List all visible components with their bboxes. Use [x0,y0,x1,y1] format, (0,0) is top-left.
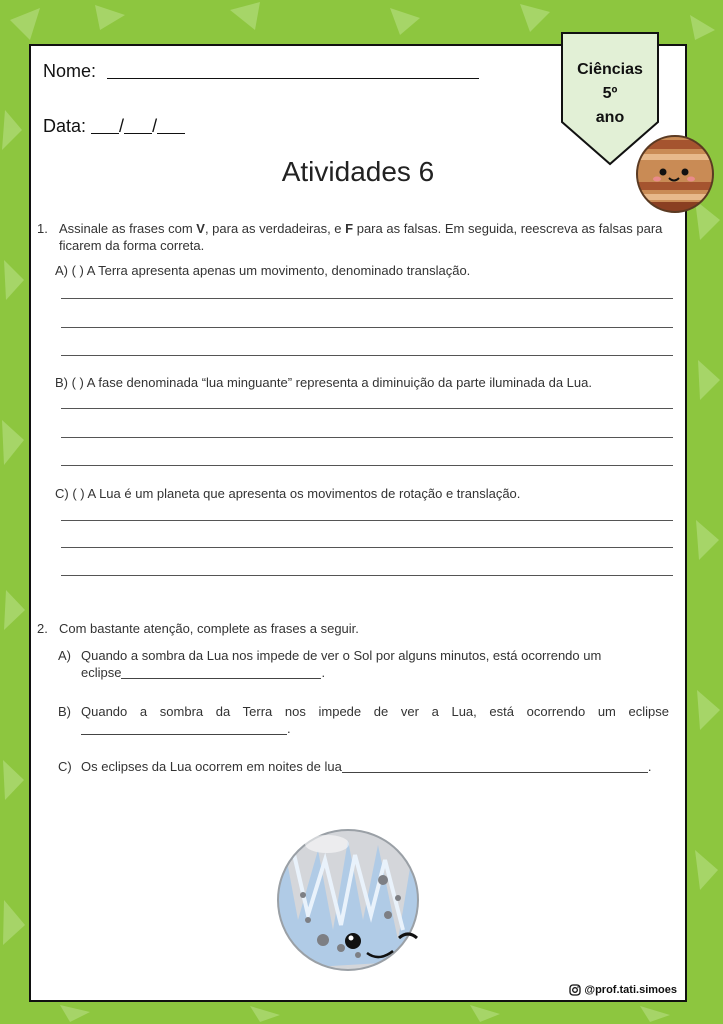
q1-item-b [55,374,592,391]
q2-number: 2. [37,621,48,636]
period: . [647,759,652,774]
name-input-line[interactable] [107,78,479,79]
date-row [43,116,185,137]
q2-instruction: Com bastante atenção, complete as frases a seguir. [59,621,359,636]
q1-instruction-line2: ficarem da forma correta. [59,238,205,253]
q1-item-a-text: A Terra apresenta apenas um movimento, denominado translação. [86,263,471,278]
date-separator: / [152,116,158,136]
badge-year: ano [595,109,625,126]
q2-item-b [81,703,669,737]
answer-line[interactable] [61,327,673,328]
q1-item-c [55,485,520,502]
q2-item-c [81,758,681,775]
answer-line[interactable] [61,298,673,299]
false-letter: F [345,221,354,236]
q2-item-a-line2: eclipse [81,665,122,680]
date-label: Data: [43,116,87,136]
date-day-blank[interactable] [91,117,119,134]
instagram-icon [569,984,581,996]
name-label: Nome: [43,61,97,81]
q2-item-a [81,647,671,681]
moon-illustration [263,820,433,976]
blank-field[interactable] [81,722,287,735]
date-year-blank[interactable] [157,117,185,134]
blank-field[interactable] [342,760,648,773]
q1-instruction-part3: para as falsas. Em seguida, reescreva as falsas para [353,221,663,236]
period: . [287,721,291,736]
answer-line[interactable] [61,408,673,409]
true-letter: V [196,221,205,236]
q2-item-a-line1: Quando a sombra da Lua nos impede de ver o Sol por alguns minutos, está ocorrendo um [81,648,602,663]
q1-instruction-part2: , para as verdadeiras, e [204,221,346,236]
answer-line[interactable] [61,575,673,576]
q2-item-b-line1: Quando a sombra da Terra nos impede de ver a Lua, está ocorrendo um eclipse [81,704,669,719]
subject-badge-text [561,58,659,130]
badge-subject: Ciências [577,61,643,78]
q1-item-a-label[interactable]: A) ( ) [55,263,84,278]
q1-number: 1. [37,221,48,236]
badge-grade: 5º [602,85,618,102]
q1-item-c-text: A Lua é um planeta que apresenta os movimentos de rotação e translação. [87,486,521,501]
q1-item-b-text: A fase denominada “lua minguante” representa a diminuição da parte iluminada da Lua. [86,375,592,390]
q2-item-a-label: A) [58,648,71,663]
q1-instruction-part1: Assinale as frases com [59,221,197,236]
answer-line[interactable] [61,547,673,548]
date-separator: / [119,116,125,136]
q1-instruction [59,220,679,254]
worksheet-page [29,44,687,1002]
answer-line[interactable] [61,465,673,466]
q2-item-b-label: B) [58,704,71,719]
footer-credit [569,984,677,996]
page-title: Atividades 6 [281,156,435,187]
date-month-blank[interactable] [124,117,152,134]
blank-field[interactable] [121,666,321,679]
answer-line[interactable] [61,355,673,356]
q1-item-b-label[interactable]: B) ( ) [55,375,84,390]
q2-item-c-label: C) [58,759,72,774]
answer-line[interactable] [61,520,673,521]
answer-line[interactable] [61,437,673,438]
q2-item-c-line1: Os eclipses da Lua ocorrem em noites de lua [81,759,342,774]
q1-item-c-label[interactable]: C) ( ) [55,486,85,501]
credit-handle: @prof.tati.simoes [584,984,677,996]
period: . [321,665,326,680]
q1-item-a [55,262,470,279]
